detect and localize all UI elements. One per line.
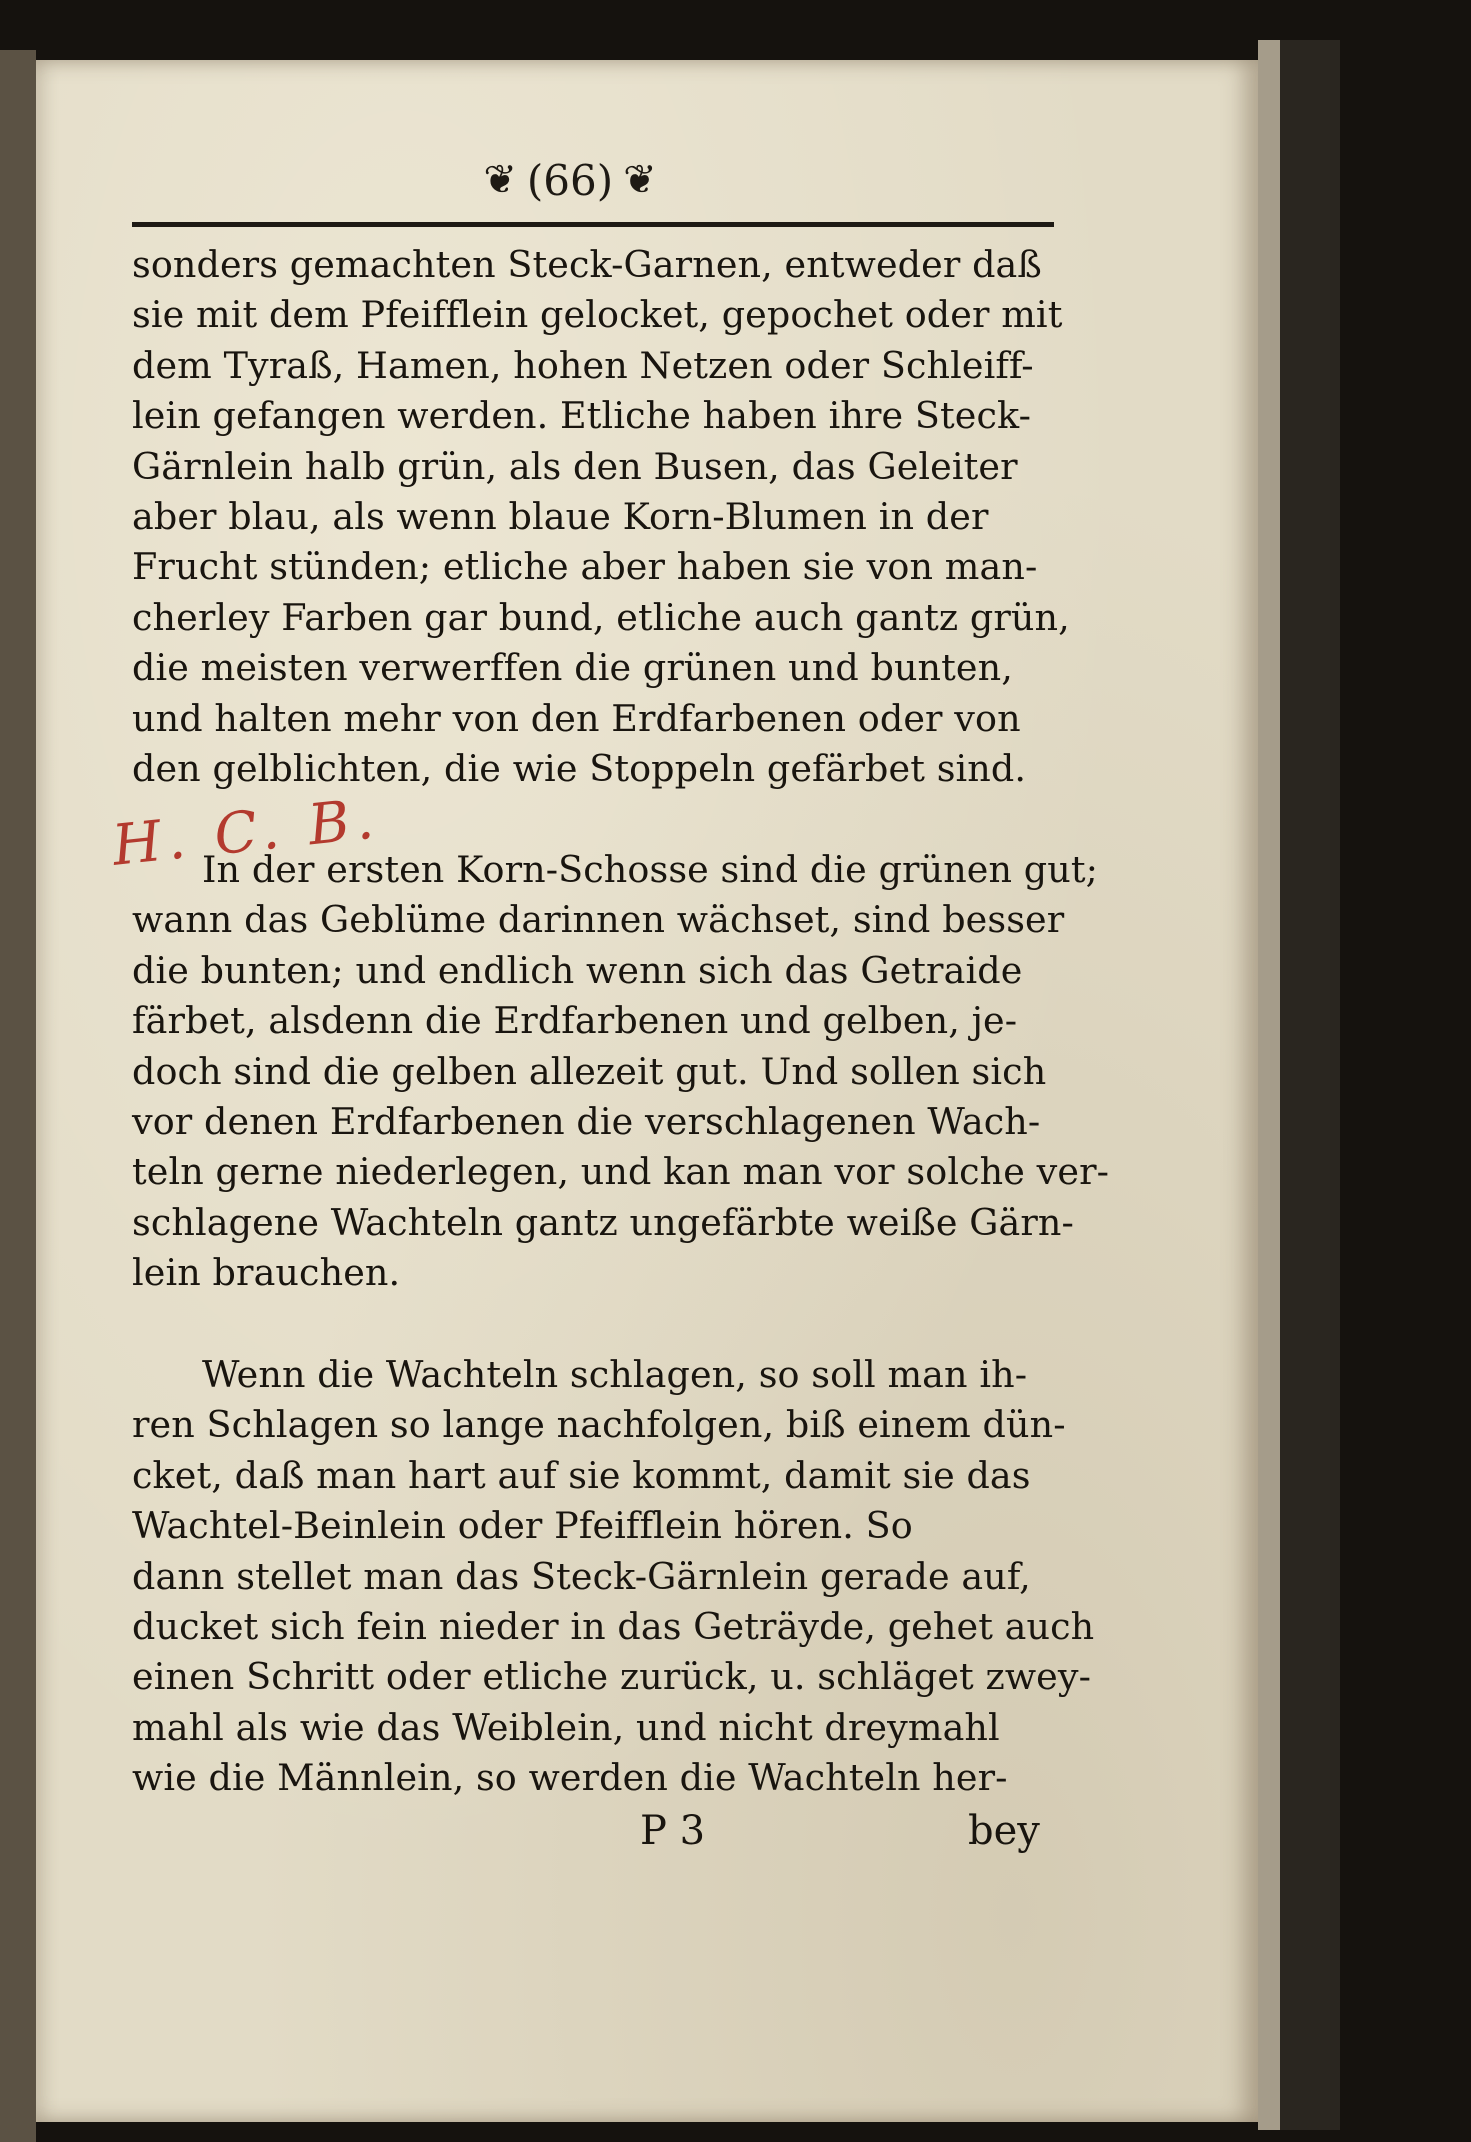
text-line: dann stellet man das Steck-Gärnlein gerade auf, [132, 1554, 1031, 1598]
text-line: ducket sich fein nieder in das Geträyde, gehet auch [132, 1605, 1095, 1649]
text-line: cket, daß man hart auf sie kommt, damit sie das [132, 1453, 1031, 1497]
text-line: schlagene Wachteln gantz ungefärbte weiße Gärn- [132, 1200, 1074, 1244]
left-page-edge [0, 50, 36, 2142]
text-line: teln gerne niederlegen, und kan man vor solche ver- [132, 1150, 1110, 1194]
text-line: cherley Farben gar bund, etliche auch gantz grün, [132, 595, 1070, 639]
paragraph-2 [132, 845, 1110, 1299]
text-line: wann das Geblüme darinnen wächset, sind besser [132, 898, 1065, 942]
text-line: die meisten verwerffen die grünen und bunten, [132, 646, 1013, 690]
paragraph-3 [132, 1350, 1095, 1804]
text-line: Wenn die Wachteln schlagen, so soll man ih- [202, 1353, 1028, 1396]
text-line: sonders gemachten Steck-Garnen, entweder daß [132, 243, 1042, 286]
page-number: (66) [526, 155, 614, 205]
text-line: lein brauchen. [132, 1251, 401, 1295]
text-line: den gelblichten, die wie Stoppeln gefärbet sind. [132, 747, 1027, 791]
text-line: sie mit dem Pfeifflein gelocket, gepochet oder mit [132, 293, 1063, 337]
text-line: vor denen Erdfarbenen die verschlagenen Wach- [132, 1100, 1041, 1144]
book-cover-edge [1280, 40, 1340, 2130]
text-line: aber blau, als wenn blaue Korn-Blumen in der [132, 495, 989, 539]
text-line: dem Tyraß, Hamen, hohen Netzen oder Schleiff- [132, 343, 1034, 387]
text-line: lein gefangen werden. Etliche haben ihre Steck- [132, 394, 1032, 438]
text-line: die bunten; und endlich wenn sich das Getraide [132, 948, 1023, 992]
signature-mark: P 3 [640, 1808, 706, 1854]
fleuron-right-icon: ❦ [623, 157, 657, 203]
text-line: und halten mehr von den Erdfarbenen oder von [132, 696, 1021, 740]
text-line: färbet, alsdenn die Erdfarbenen und gelben, je- [132, 999, 1018, 1043]
catchword: bey [968, 1808, 1040, 1854]
text-line: In der ersten Korn-Schosse sind die grünen gut; [202, 848, 1099, 891]
page-header [100, 150, 1040, 210]
text-line: mahl als wie das Weiblein, und nicht dreymahl [132, 1705, 1000, 1749]
fleuron-left-icon: ❦ [483, 157, 517, 203]
paragraph-1 [132, 240, 1070, 794]
handwritten-margin-note: H. C. B. [109, 786, 383, 879]
text-line: wie die Männlein, so werden die Wachteln her- [132, 1756, 1008, 1800]
text-line: doch sind die gelben allezeit gut. Und sollen sich [132, 1049, 1047, 1093]
header-rule [132, 222, 1054, 227]
text-line: Frucht stünden; etliche aber haben sie von man- [132, 545, 1038, 589]
text-line: Gärnlein halb grün, als den Busen, das Geleiter [132, 444, 1018, 488]
text-line: ren Schlagen so lange nachfolgen, biß einem dün- [132, 1403, 1066, 1447]
page-fore-edge [1258, 40, 1280, 2130]
text-line: Wachtel-Beinlein oder Pfeifflein hören. So [132, 1504, 913, 1548]
text-line: einen Schritt oder etliche zurück, u. schläget zwey- [132, 1655, 1092, 1699]
